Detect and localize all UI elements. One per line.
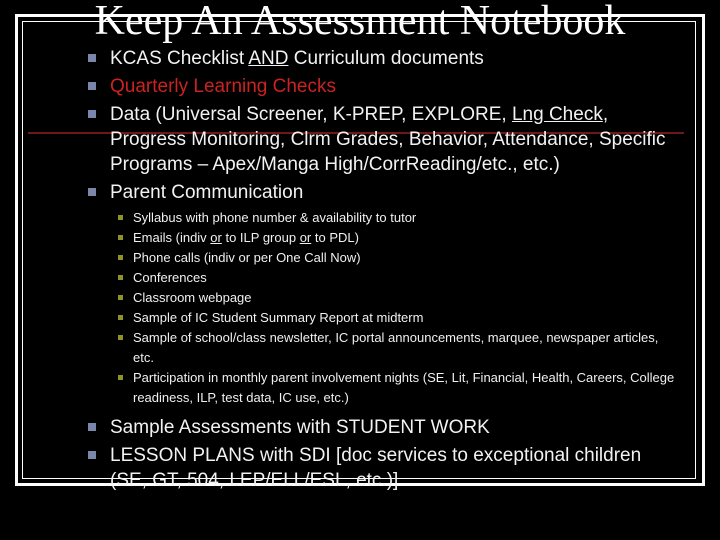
bullet-item — [110, 443, 676, 493]
bullet-square-icon — [88, 54, 96, 62]
bullet-square-icon — [118, 315, 123, 320]
bullet-item — [133, 288, 676, 308]
bullet-text: Syllabus with phone number & availability to tutor — [133, 210, 417, 225]
bullet-text: Emails (indiv or to ILP group or to PDL) — [133, 230, 359, 245]
bullet-text: LESSON PLANS with SDI [doc services to exceptional children (SE, GT, 504, LEP/ELL/ESL, etc.)] — [110, 445, 642, 491]
bullet-text: Sample of school/class newsletter, IC portal announcements, marquee, newspaper articles, etc. — [133, 330, 659, 365]
bullet-square-icon — [118, 375, 123, 380]
bullet-text: Phone calls (indiv or per One Call Now) — [133, 250, 361, 265]
bullet-square-icon — [118, 295, 123, 300]
bullet-square-icon — [88, 82, 96, 90]
bullet-text: KCAS Checklist AND Curriculum documents — [110, 48, 484, 69]
bullet-square-icon — [118, 255, 123, 260]
bullet-square-icon — [118, 235, 123, 240]
bullet-item — [110, 74, 676, 99]
bullet-square-icon — [88, 451, 96, 459]
bullet-square-icon — [118, 275, 123, 280]
bullet-text: Participation in monthly parent involvement nights (SE, Lit, Financial, Health, Careers, College readiness, ILP, test data, IC use, etc.) — [133, 370, 675, 405]
bullet-item — [133, 308, 676, 328]
bullet-item — [110, 415, 676, 440]
bullet-square-icon — [118, 335, 123, 340]
bullet-text: Classroom webpage — [133, 290, 252, 305]
bullet-square-icon — [88, 188, 96, 196]
bullet-item — [110, 46, 676, 71]
bullet-item — [110, 180, 676, 205]
bullet-square-icon — [88, 110, 96, 118]
bullet-list — [110, 46, 676, 496]
bullet-item — [133, 268, 676, 288]
bullet-text: Sample Assessments with STUDENT WORK — [110, 417, 490, 438]
bullet-item — [133, 328, 676, 368]
bullet-text: Parent Communication — [110, 182, 304, 203]
bullet-text: Quarterly Learning Checks — [110, 76, 336, 97]
bullet-item — [133, 248, 676, 268]
bullet-square-icon — [88, 423, 96, 431]
bullet-item — [133, 208, 676, 228]
bullet-item — [110, 102, 676, 177]
bullet-square-icon — [118, 215, 123, 220]
bullet-text: Conferences — [133, 270, 207, 285]
bullet-text: Sample of IC Student Summary Report at midterm — [133, 310, 424, 325]
bullet-item — [133, 368, 676, 408]
bullet-item — [133, 228, 676, 248]
bullet-text: Data (Universal Screener, K-PREP, EXPLORE, Lng Check, Progress Monitoring, Clrm Grades, Behavior, Attendance, Specific Programs – Apex/Manga High/CorrReading/etc., etc.) — [110, 104, 666, 175]
slide-title: Keep An Assessment Notebook — [94, 0, 626, 44]
